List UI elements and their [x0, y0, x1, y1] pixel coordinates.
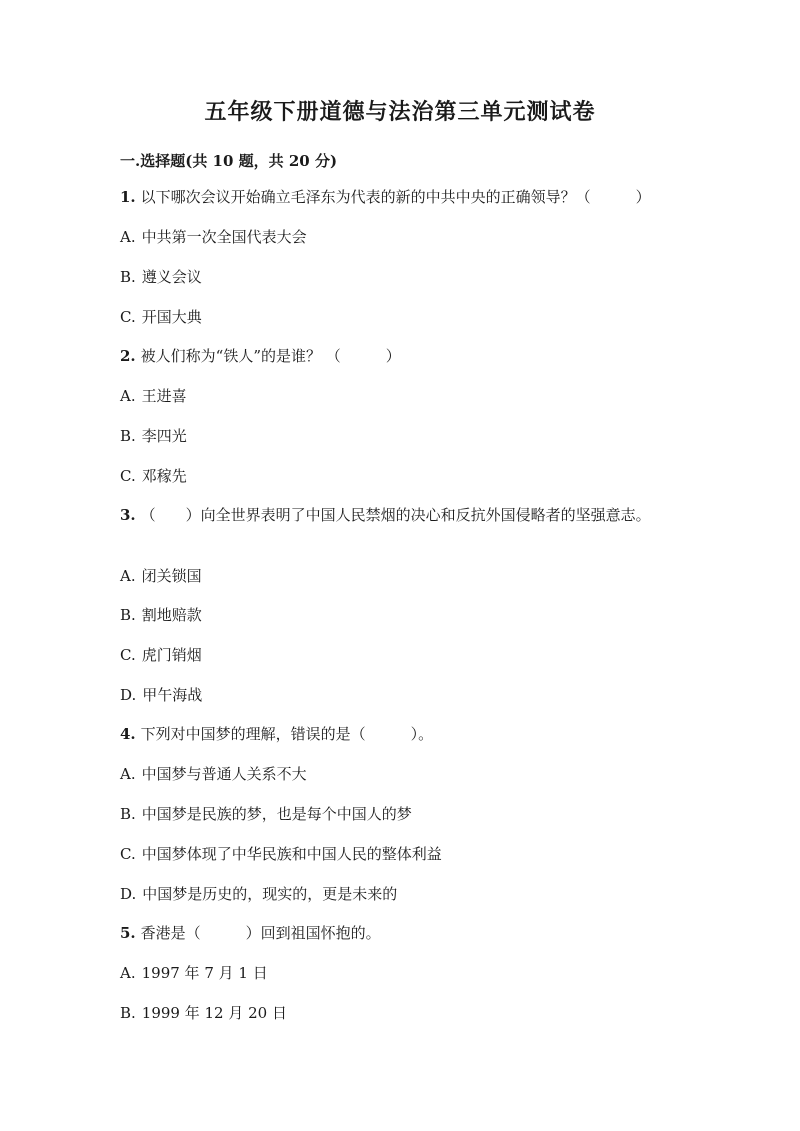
option-text: 开国大典 [141, 308, 202, 326]
q3-option-c [120, 644, 680, 666]
section-heading: 一.选择题(共 10 题，共 20 分) [120, 152, 338, 170]
option-text: 闭关锁国 [141, 567, 202, 585]
question-stem: （ ）向全世界表明了中国人民禁烟的决心和反抗外国侵略者的坚强意志。 [140, 506, 651, 524]
option-label: C. [120, 845, 136, 863]
question-number: 1. [120, 188, 136, 206]
option-text: 甲午海战 [142, 686, 203, 704]
option-label: A. [120, 765, 136, 783]
q1-option-a [120, 226, 680, 248]
page-title: 五年级下册道德与法治第三单元测试卷 [204, 99, 596, 125]
option-label: A. [120, 387, 136, 405]
question-4 [120, 723, 680, 745]
option-label: A. [120, 228, 136, 246]
q5-option-a [120, 962, 680, 984]
option-text: 中国梦体现了中华民族和中国人民的整体利益 [141, 845, 442, 863]
q4-option-b [120, 803, 680, 825]
option-text: 中国梦是历史的，现实的，更是未来的 [142, 885, 398, 903]
question-stem: 以下哪次会议开始确立毛泽东为代表的新的中共中央的正确领导？（ ） [140, 188, 651, 206]
option-text: 邓稼先 [141, 467, 187, 485]
option-label: C. [120, 646, 136, 664]
option-text: 割地赔款 [141, 606, 202, 624]
option-label: A. [120, 964, 136, 982]
question-number: 3. [120, 506, 136, 524]
option-label: B. [120, 805, 136, 823]
option-label: B. [120, 268, 136, 286]
q3-option-a [120, 565, 680, 587]
option-text: 遵义会议 [141, 268, 202, 286]
option-text: 中共第一次全国代表大会 [141, 228, 307, 246]
q4-option-c [120, 843, 680, 865]
question-number: 4. [120, 725, 136, 743]
option-text: 王进喜 [141, 387, 187, 405]
q2-option-c [120, 465, 680, 487]
option-label: A. [120, 567, 136, 585]
question-number: 5. [120, 924, 136, 942]
option-label: D. [120, 885, 137, 903]
option-text: 中国梦是民族的梦，也是每个中国人的梦 [141, 805, 412, 823]
q3-option-b [120, 604, 680, 626]
option-label: B. [120, 606, 136, 624]
q4-option-a [120, 763, 680, 785]
option-text: 1999 年 12 月 20 日 [141, 1004, 287, 1022]
option-label: C. [120, 308, 136, 326]
question-stem: 下列对中国梦的理解，错误的是（ ）。 [140, 725, 434, 743]
q4-option-d [120, 883, 680, 905]
question-3 [120, 504, 668, 527]
question-2 [120, 345, 680, 367]
option-label: D. [120, 686, 137, 704]
q1-option-b [120, 266, 680, 288]
q1-option-c [120, 306, 680, 328]
option-text: 虎门销烟 [141, 646, 202, 664]
question-5 [120, 922, 680, 944]
q5-option-b [120, 1002, 680, 1024]
option-text: 李四光 [141, 427, 187, 445]
q3-option-d [120, 684, 680, 706]
option-text: 1997 年 7 月 1 日 [141, 964, 268, 982]
question-stem: 香港是（ ）回到祖国怀抱的。 [140, 924, 381, 942]
option-label: B. [120, 427, 136, 445]
question-stem: 被人们称为“铁人”的是谁？ （ ） [140, 347, 401, 365]
option-label: B. [120, 1004, 136, 1022]
option-label: C. [120, 467, 136, 485]
q2-option-b [120, 425, 680, 447]
q2-option-a [120, 385, 680, 407]
question-1 [120, 186, 680, 208]
option-text: 中国梦与普通人关系不大 [141, 765, 307, 783]
question-number: 2. [120, 347, 136, 365]
